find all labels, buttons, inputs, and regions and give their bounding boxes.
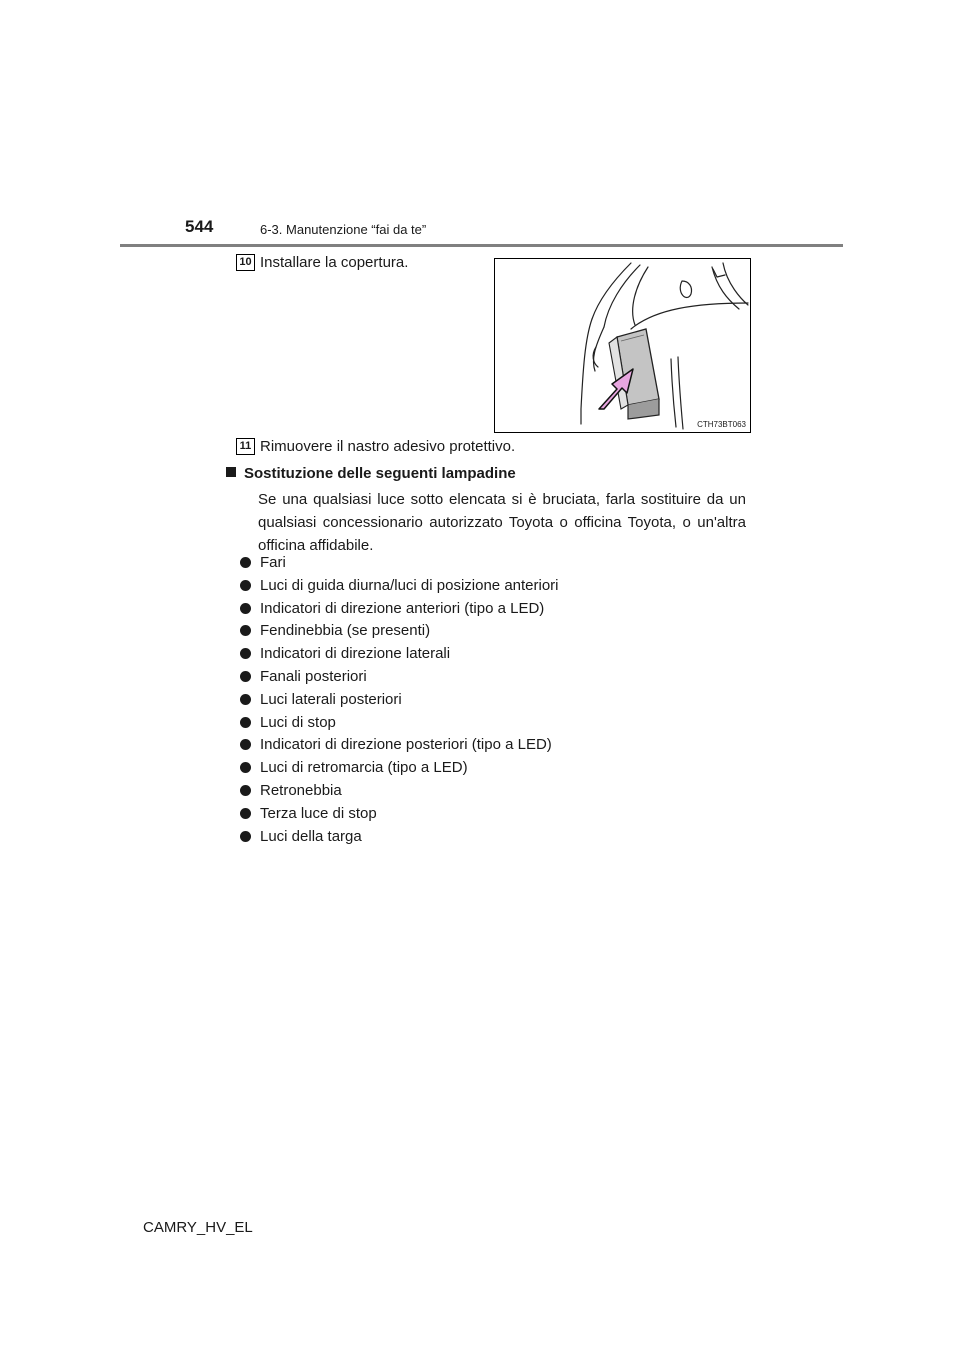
bullet-icon [240,603,251,614]
bulb-section-heading [226,465,516,482]
list-item: Retronebbia [240,780,559,803]
step-10-text: Installare la copertura. [260,254,409,271]
list-item: Terza luce di stop [240,803,559,826]
cover-installation-figure [494,258,751,433]
section-title: 6-3. Manutenzione “fai da te” [260,222,427,237]
bullet-icon [240,831,251,842]
bullet-icon [240,580,251,591]
list-item: Fanali posteriori [240,666,559,689]
list-item: Fari [240,552,559,575]
bullet-icon [240,785,251,796]
list-item: Indicatori di direzione laterali [240,643,559,666]
bullet-icon [240,671,251,682]
list-item: Luci di guida diurna/luci di posizione anteriori [240,575,559,598]
step-11-text: Rimuovere il nastro adesivo protettivo. [260,438,516,455]
bullet-icon [240,694,251,705]
list-item: Luci di stop [240,712,559,735]
header-divider [120,244,843,247]
list-item: Luci di retromarcia (tipo a LED) [240,757,559,780]
bullet-icon [240,717,251,728]
list-item: Indicatori di direzione anteriori (tipo a LED) [240,598,559,621]
step-11-badge: 11 [236,438,255,455]
step-10-badge: 10 [236,254,255,271]
bulb-section-paragraph: Se una qualsiasi luce sotto elencata si è bruciata, farla sostituire da un qualsiasi concessionario autorizzato Toyota o officina Toyota, o un'altra officina affidabile. [258,491,746,554]
page-number: 544 [185,217,214,236]
footer-model-code: CAMRY_HV_EL [143,1219,253,1236]
headlight-cover-illustration [495,259,750,432]
list-item: Indicatori di direzione posteriori (tipo a LED) [240,734,559,757]
list-item: Fendinebbia (se presenti) [240,620,559,643]
figure-code: CTH73BT063 [697,420,746,429]
list-item: Luci della targa [240,826,559,849]
list-item: Luci laterali posteriori [240,689,559,712]
bullet-icon [240,625,251,636]
bullet-icon [240,557,251,568]
bulb-list [240,552,559,848]
section-square-icon [226,467,236,477]
bullet-icon [240,648,251,659]
bullet-icon [240,808,251,819]
bulb-section-heading-text: Sostituzione delle seguenti lampadine [244,465,516,482]
bullet-icon [240,739,251,750]
bullet-icon [240,762,251,773]
